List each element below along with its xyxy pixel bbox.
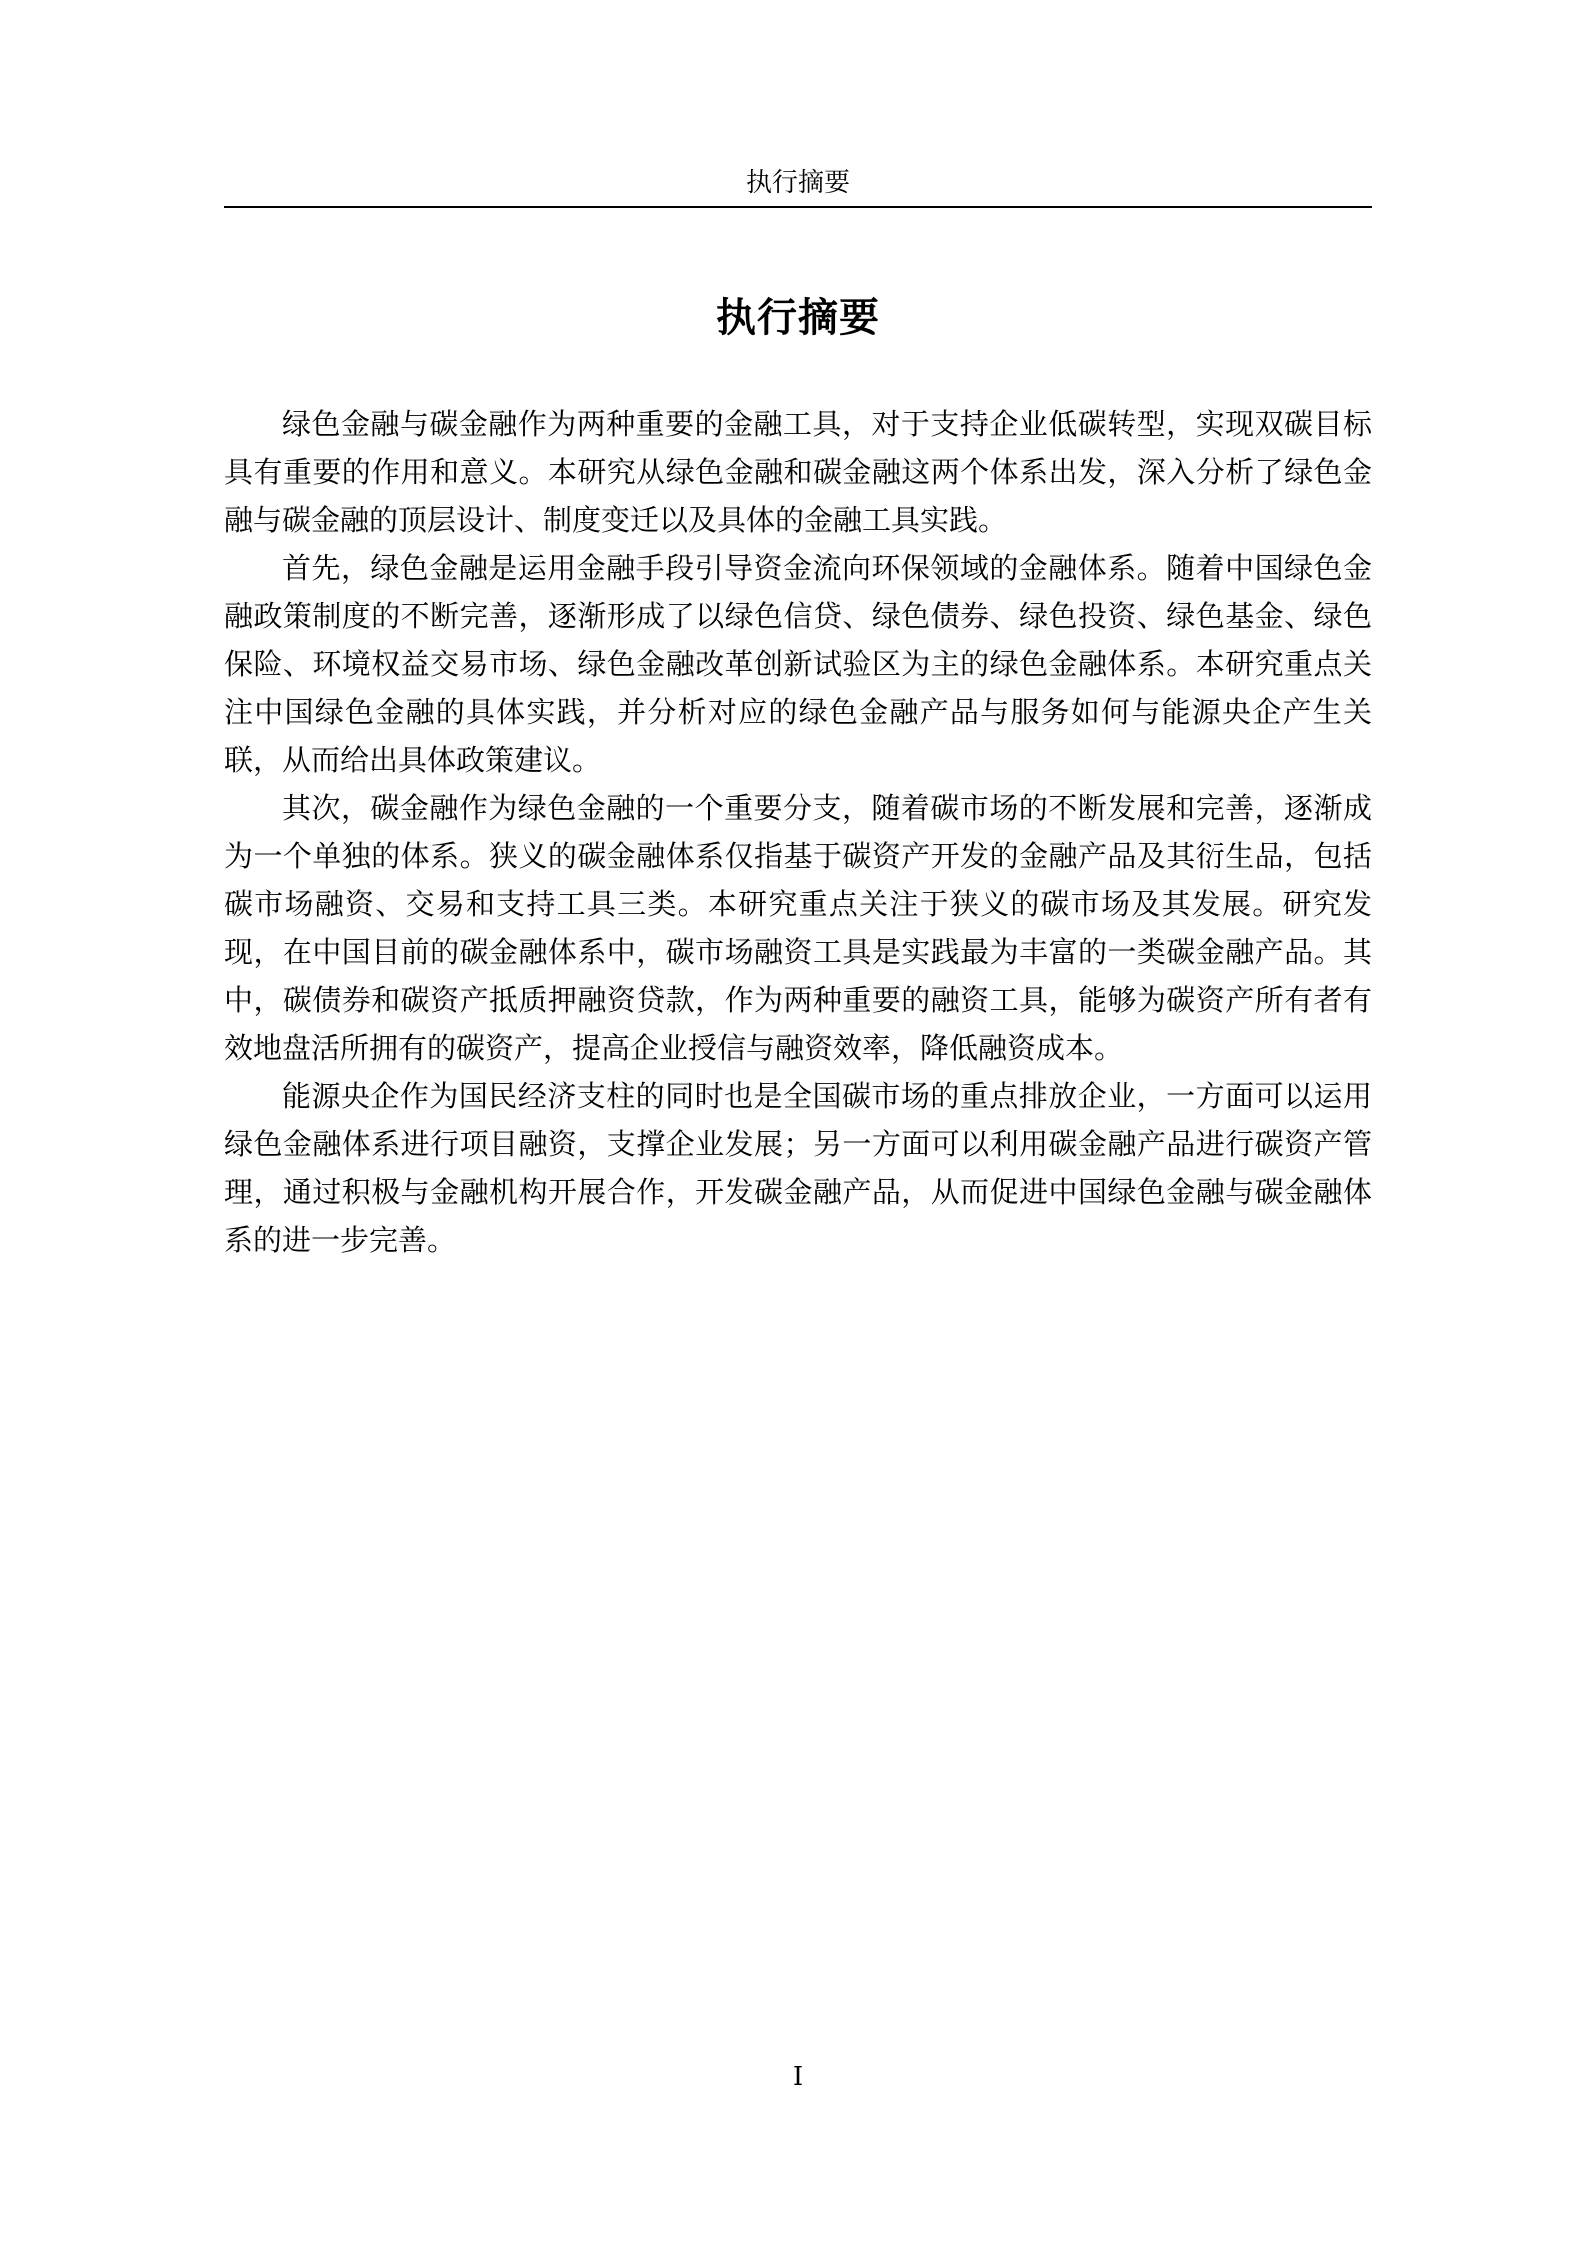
page-number: I xyxy=(792,2062,804,2092)
running-header: 执行摘要 xyxy=(745,168,850,198)
page-title: 执行摘要 xyxy=(716,295,880,341)
paragraph-intro: 绿色金融与碳金融作为两种重要的金融工具，对于支持企业低碳转型，实现双碳目标具有重要的作用和意义。本研究从绿色金融和碳金融这两个体系出发，深入分析了绿色金融与碳金融的顶层设计、制度变迁以及具体的金融工具实践。 xyxy=(224,407,1372,537)
paragraph-energy-soe: 能源央企作为国民经济支柱的同时也是全国碳市场的重点排放企业，一方面可以运用绿色金融体系进行项目融资，支撑企业发展；另一方面可以利用碳金融产品进行碳资产管理，通过积极与金融机构开展合作，开发碳金融产品，从而促进中国绿色金融与碳金融体系的进一步完善。 xyxy=(224,1079,1372,1257)
paragraph-green-finance: 首先，绿色金融是运用金融手段引导资金流向环保领域的金融体系。随着中国绿色金融政策制度的不断完善，逐渐形成了以绿色信贷、绿色债券、绿色投资、绿色基金、绿色保险、环境权益交易市场、绿色金融改革创新试验区为主的绿色金融体系。本研究重点关注中国绿色金融的具体实践，并分析对应的绿色金融产品与服务如何与能源央企产生关联，从而给出具体政策建议。 xyxy=(224,551,1372,777)
paragraph-carbon-finance: 其次，碳金融作为绿色金融的一个重要分支，随着碳市场的不断发展和完善，逐渐成为一个单独的体系。狭义的碳金融体系仅指基于碳资产开发的金融产品及其衍生品，包括碳市场融资、交易和支持工具三类。本研究重点关注于狭义的碳市场及其发展。研究发现，在中国目前的碳金融体系中，碳市场融资工具是实践最为丰富的一类碳金融产品。其中，碳债券和碳资产抵质押融资贷款，作为两种重要的融资工具，能够为碳资产所有者有效地盘活所拥有的碳资产，提高企业授信与融资效率，降低融资成本。 xyxy=(224,791,1372,1065)
header-rule xyxy=(224,206,1372,208)
body-text xyxy=(224,400,1372,1264)
